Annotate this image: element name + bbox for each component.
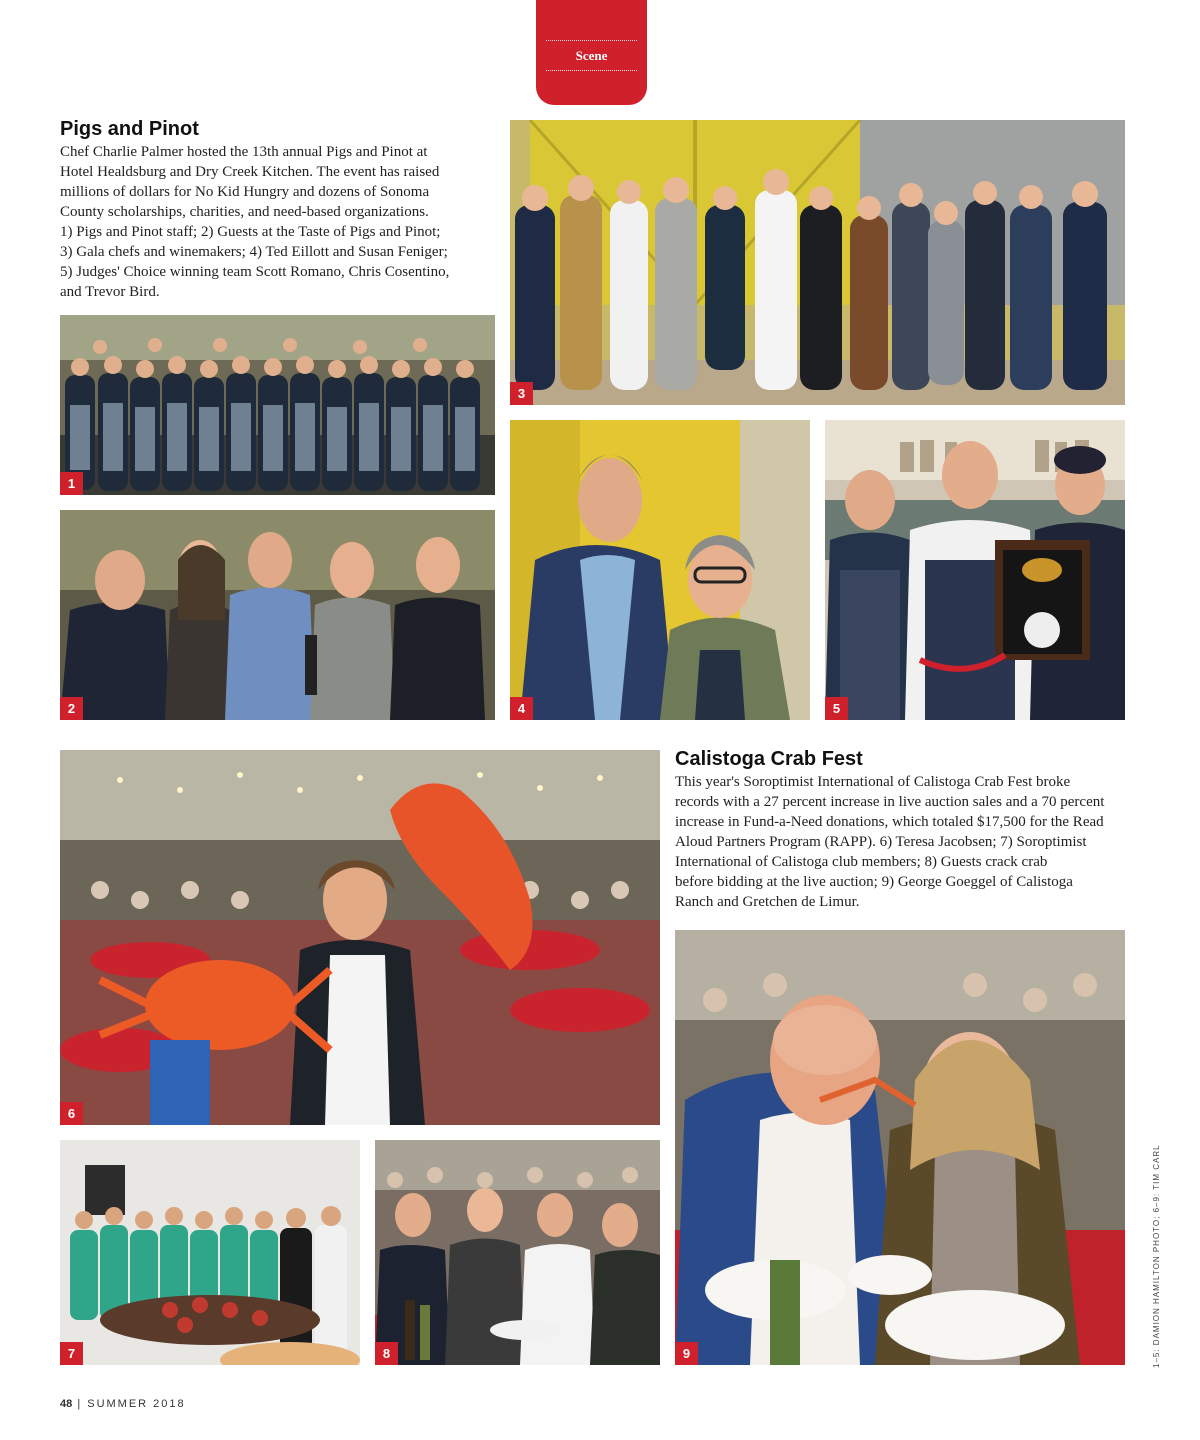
page-number: 48 [60,1398,73,1410]
pigs-line: 3) Gala chefs and winemakers; 4) Ted Eillott and Susan Feniger; [60,244,448,260]
pigs-line: 5) Judges' Choice winning team Scott Romano, Chris Cosentino, [60,264,450,280]
issue-name: SUMMER 2018 [87,1398,186,1410]
photo-number-badge: 2 [60,697,83,720]
photo-1-staff [60,315,495,495]
photo-4-couple [510,420,810,720]
photo-5-winning-team [825,420,1125,720]
crab-body [675,772,1104,912]
photo-number-badge: 7 [60,1342,83,1365]
pigs-line: Hotel Healdsburg and Dry Creek Kitchen. The event has raised [60,164,440,180]
pigs-line: County scholarships, charities, and need-based organizations. [60,204,429,220]
crab-line: This year's Soroptimist International of Calistoga Crab Fest broke [675,774,1071,790]
photo-number-badge: 3 [510,382,533,405]
pigs-line: and Trevor Bird. [60,284,160,300]
section-label: Scene [575,48,608,63]
photo-9-goeggel-de-limur [675,930,1125,1365]
pigs-body [60,142,449,302]
crab-line: records with a 27 percent increase in live auction sales and a 70 percent [675,794,1105,810]
crab-line: International of Calistoga club members; 8) Guests crack crab [675,854,1048,870]
photo-number-badge: 6 [60,1102,83,1125]
footer-separator: | [77,1398,83,1410]
photo-2-guests [60,510,495,720]
photo-credit: 1–5: DAMION HAMILTON PHOTO; 6–9: TIM CARL [1152,1144,1161,1368]
page-footer [60,1398,186,1410]
pigs-line: Chef Charlie Palmer hosted the 13th annual Pigs and Pinot at [60,144,428,160]
photo-number-badge: 5 [825,697,848,720]
crab-line: Aloud Partners Program (RAPP). 6) Teresa Jacobsen; 7) Soroptimist [675,834,1087,850]
crab-heading: Calistoga Crab Fest [675,748,863,770]
photo-3-gala-chefs [510,120,1125,405]
photo-number-badge: 9 [675,1342,698,1365]
pigs-heading: Pigs and Pinot [60,118,199,140]
photo-number-badge: 1 [60,472,83,495]
crab-line: increase in Fund-a-Need donations, which totaled $17,500 for the Read [675,814,1104,830]
photo-number-badge: 4 [510,697,533,720]
crab-line: before bidding at the live auction; 9) George Goeggel of Calistoga [675,874,1073,890]
pigs-line: millions of dollars for No Kid Hungry and dozens of Sonoma [60,184,430,200]
photo-6-teresa-jacobsen [60,750,660,1125]
photo-8-guests-crack-crab [375,1140,660,1365]
photo-number-badge: 8 [375,1342,398,1365]
photo-7-club-members [60,1140,360,1365]
crab-line: Ranch and Gretchen de Limur. [675,894,860,910]
pigs-line: 1) Pigs and Pinot staff; 2) Guests at the Taste of Pigs and Pinot; [60,224,441,240]
section-tab [536,0,647,105]
